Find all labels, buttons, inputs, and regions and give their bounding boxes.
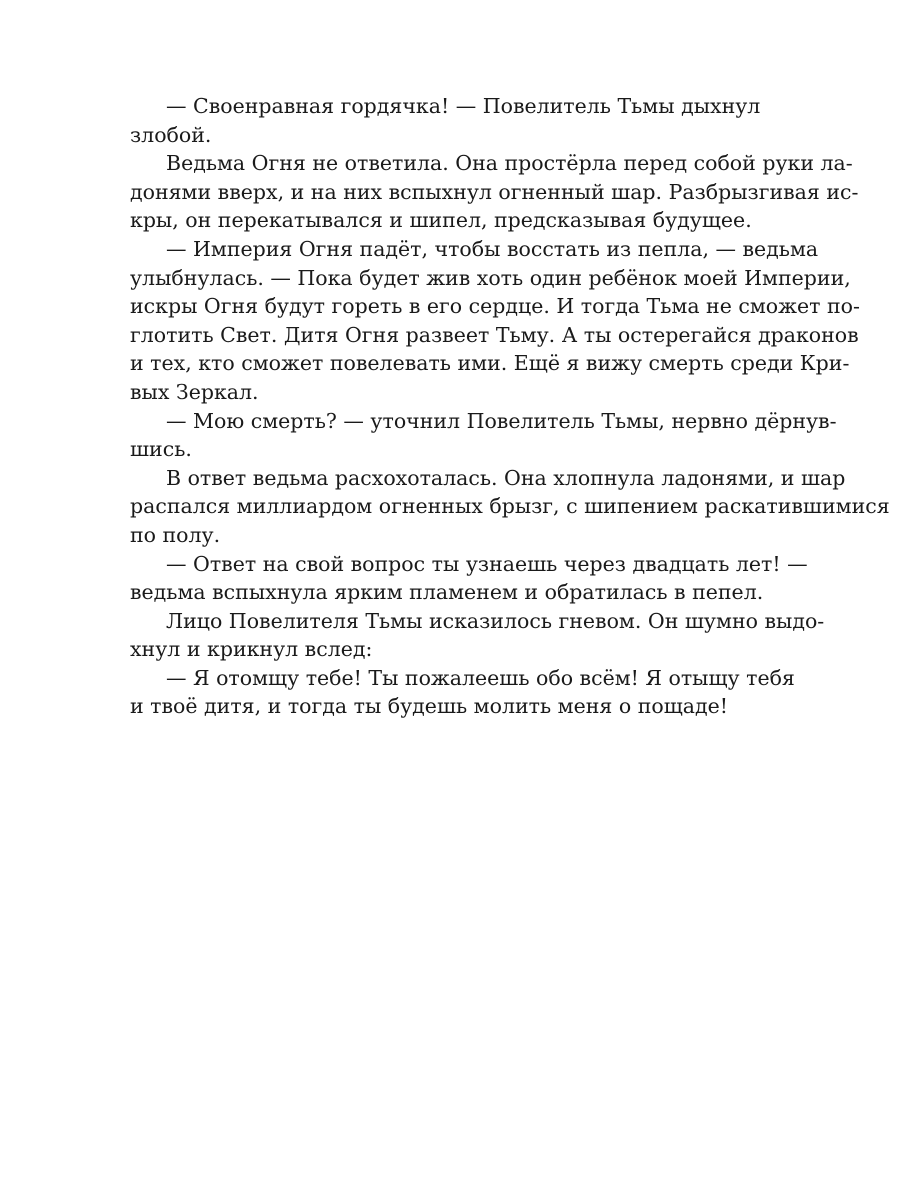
paragraph <box>130 407 837 464</box>
text-line: Ведьма Огня не ответила. Она простёрла перед собой руки ла- <box>166 151 853 176</box>
text-line: — Своенравная гордячка! — Повелитель Тьмы дыхнул <box>166 94 761 118</box>
paragraph <box>130 550 808 607</box>
paragraph <box>130 607 825 664</box>
text-line: — Ответ на свой вопрос ты узнаешь через двадцать лет! — <box>166 551 808 576</box>
text-line: — Империя Огня падёт, чтобы восстать из пепла, — ведьма <box>166 236 819 261</box>
text-line: и твоё дитя, и тогда ты будешь молить меня о пощаде! <box>130 694 728 719</box>
text-line: кры, он перекатывался и шипел, предсказывая будущее. <box>130 208 752 233</box>
text-line: и тех, кто сможет повелевать ими. Ещё я вижу смерть среди Кри- <box>130 351 850 376</box>
text-line: вых Зеркал. <box>130 379 259 404</box>
text-line: хнул и крикнул вслед: <box>130 637 373 662</box>
paragraph <box>130 149 859 235</box>
paragraph <box>130 464 890 550</box>
text-line: Лицо Повелителя Тьмы исказилось гневом. Он шумно выдо- <box>166 608 825 633</box>
text-line: распался миллиардом огненных брызг, с шипением раскатившимися <box>130 494 890 519</box>
paragraph <box>130 664 795 721</box>
text-line: — Мою смерть? — уточнил Повелитель Тьмы, нервно дёрнув- <box>166 408 837 433</box>
text-line: улыбнулась. — Пока будет жив хоть один ребёнок моей Империи, <box>130 265 851 290</box>
text-line: донями вверх, и на них вспыхнул огненный шар. Разбрызгивая ис- <box>130 179 859 204</box>
text-line: шись. <box>130 437 192 462</box>
page-text <box>130 92 890 721</box>
text-line: искры Огня будут гореть в его сердце. И тогда Тьма не сможет по- <box>130 294 860 319</box>
text-line: В ответ ведьма расхохоталась. Она хлопнула ладонями, и шар <box>166 465 846 490</box>
paragraph <box>130 92 760 149</box>
paragraph <box>130 235 860 407</box>
text-line: ведьма вспыхнула ярким пламенем и обратилась в пепел. <box>130 580 764 605</box>
text-line: злобой. <box>130 122 212 147</box>
text-line: — Я отомщу тебе! Ты пожалеешь обо всём! Я отыщу тебя <box>166 665 795 690</box>
text-line: глотить Свет. Дитя Огня развеет Тьму. А ты остерегайся драконов <box>130 322 859 347</box>
text-line: по полу. <box>130 522 221 547</box>
